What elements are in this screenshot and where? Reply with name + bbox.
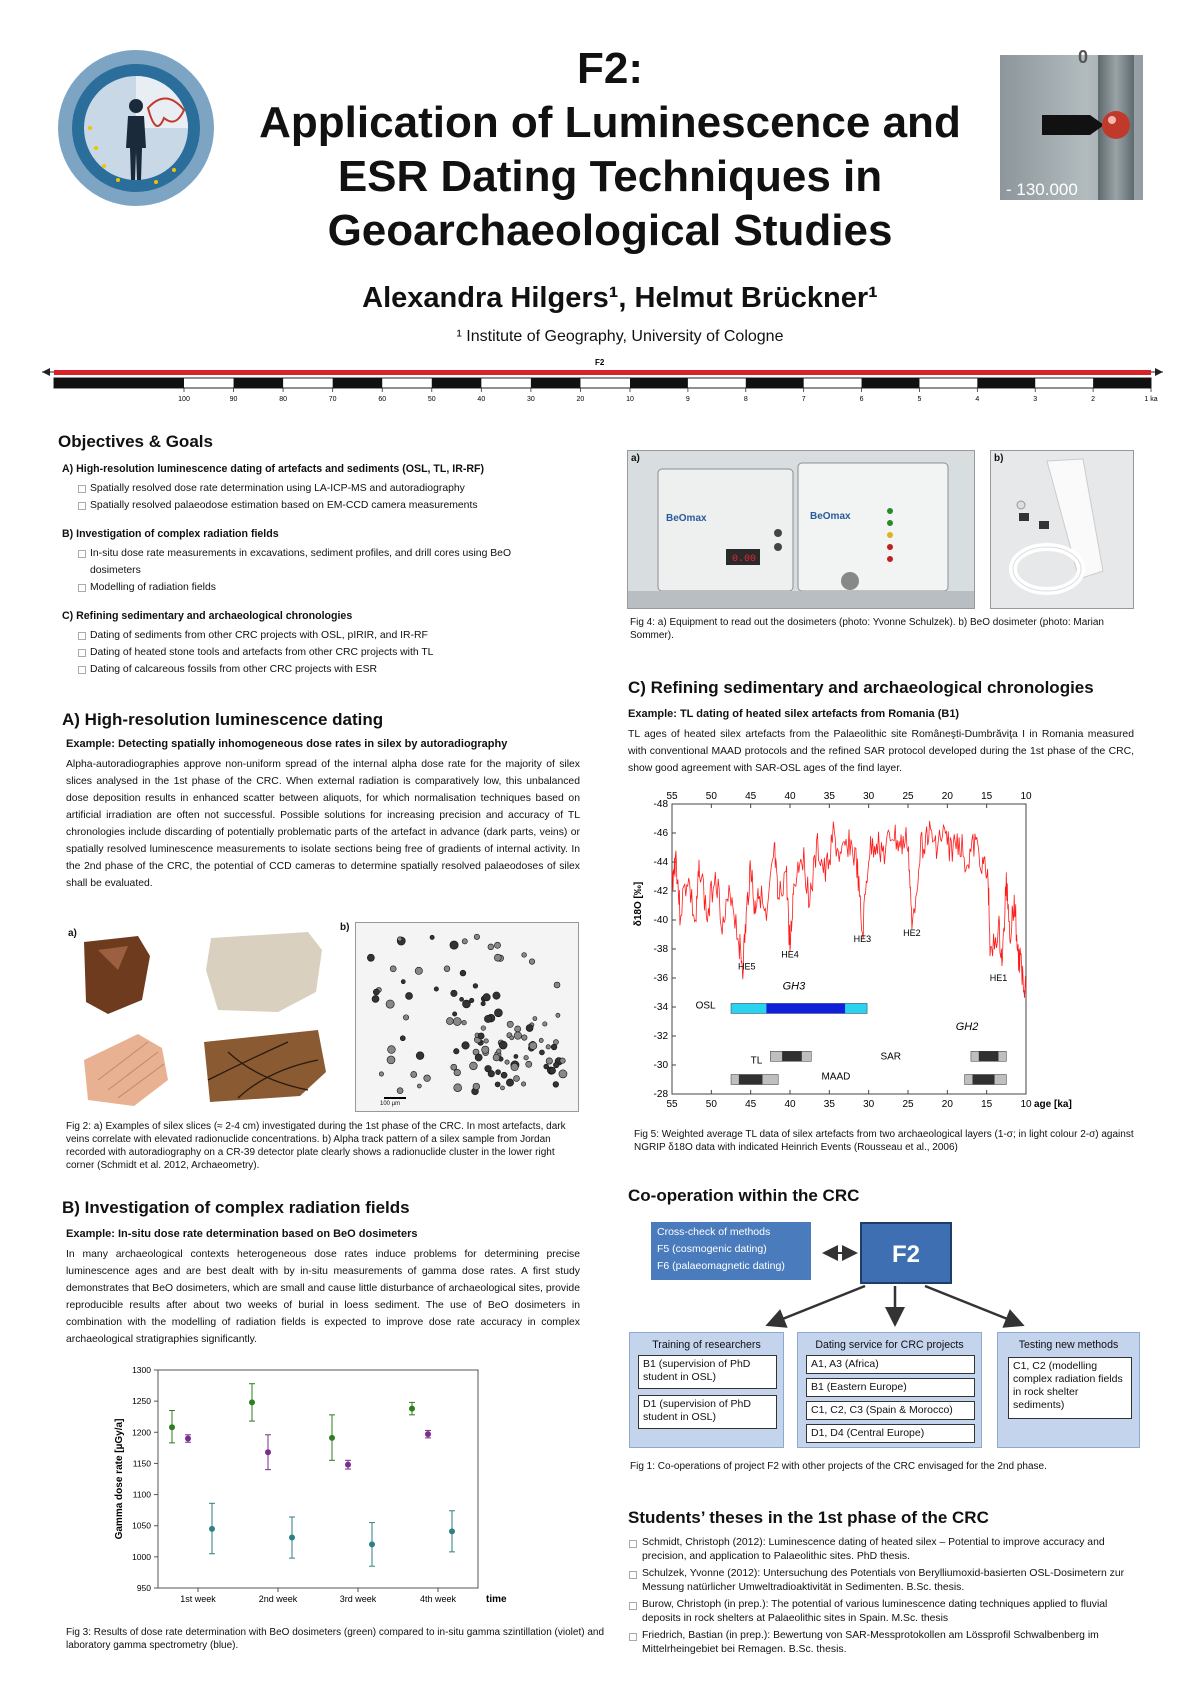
alpha-track	[452, 1012, 456, 1016]
timeline-segment	[1093, 378, 1151, 388]
alpha-track	[505, 1060, 509, 1064]
alpha-track	[488, 944, 494, 950]
alpha-track	[553, 1082, 559, 1088]
panel-title: Testing new methods	[1018, 1339, 1119, 1351]
objective-item: Dating of heated stone tools and artefacts from other CRC projects with TL	[62, 644, 582, 661]
fig4-caption: Fig 4: a) Equipment to read out the dosimeters (photo: Yvonne Schulzek). b) BeO dosimeter (photo: Marian Sommer).	[630, 617, 1104, 641]
timeline-graphic	[40, 356, 1165, 406]
objective-group-title: C) Refining sedimentary and archaeological chronologies	[62, 610, 353, 622]
alpha-track	[481, 1026, 486, 1031]
panel-entry: D1, D4 (Central Europe)	[806, 1424, 975, 1443]
timeline-tick-label: 4	[975, 396, 980, 403]
panel-title: Dating service for CRC projects	[815, 1339, 964, 1351]
alpha-track	[403, 1015, 408, 1020]
age-bar-inner	[782, 1051, 802, 1061]
dosimeter-reader-photo	[627, 450, 975, 609]
fig2-label-b: b)	[340, 922, 350, 933]
y-tick-label: 1250	[132, 1396, 151, 1407]
data-point	[289, 1535, 295, 1541]
x-tick-label-top: 55	[666, 791, 678, 802]
panel-entry: C1, C2, C3 (Spain & Morocco)	[806, 1401, 975, 1420]
data-point	[169, 1424, 175, 1430]
panel-entry: A1, A3 (Africa)	[806, 1355, 975, 1374]
y-tick-label: -48	[653, 799, 668, 810]
crosscheck-line: F6 (palaeomagnetic dating)	[657, 1260, 785, 1272]
timeline-tick-label: 7	[801, 396, 806, 403]
alpha-track	[522, 953, 527, 958]
device-brand-2: BeOmax	[810, 511, 851, 522]
x-tick-label-top: 35	[823, 791, 835, 802]
alpha-track	[367, 954, 374, 961]
alpha-track	[398, 937, 402, 941]
x-tick-label-top: 45	[745, 791, 757, 802]
age-bar-inner	[973, 1075, 995, 1085]
y-tick-label: -32	[653, 1031, 668, 1042]
alpha-track	[493, 992, 500, 999]
alpha-track	[475, 1054, 482, 1061]
authors: Alexandra Hilgers¹, Helmut Brückner¹	[362, 282, 878, 314]
alpha-track	[483, 994, 490, 1001]
f2-center-box: F2	[860, 1222, 952, 1284]
alpha-track	[454, 1069, 461, 1076]
data-point	[345, 1462, 351, 1468]
timeline-segment	[432, 378, 482, 388]
ngrip-chart-svg	[630, 786, 1145, 1120]
x-tick-label-top: 50	[705, 791, 717, 802]
x-tick-label-bottom: 15	[981, 1099, 993, 1110]
beo-dosimeter-photo	[990, 450, 1134, 609]
timeline-tick-label: 80	[279, 396, 288, 403]
alpha-track	[501, 1072, 507, 1078]
y-axis-label: δ18O [‰]	[633, 881, 644, 927]
data-point	[209, 1526, 215, 1532]
alpha-track	[430, 935, 434, 939]
alpha-track	[379, 1072, 383, 1076]
y-axis-label: Gamma dose rate [µGy/a]	[114, 1418, 125, 1540]
x-tick-label-bottom: 45	[745, 1099, 757, 1110]
time-badge	[1000, 47, 1143, 200]
alpha-track	[526, 1061, 532, 1067]
timeline-tick-label: 50	[427, 396, 436, 403]
panel-training	[629, 1332, 784, 1448]
x-tick-label-top: 15	[981, 791, 993, 802]
alpha-track	[462, 939, 467, 944]
y-tick-label: -40	[653, 915, 668, 926]
timeline-tick-label: 20	[576, 396, 585, 403]
alpha-track	[533, 1017, 537, 1021]
data-point	[425, 1431, 431, 1437]
timeline-segment	[746, 378, 804, 388]
data-point	[449, 1528, 455, 1534]
alpha-track	[494, 954, 501, 961]
thesis-item: Schmidt, Christoph (2012): Luminescence dating of heated silex – Potential to improve accuracy and precision, and application to Palaeolithic sites. PhD thesis.	[628, 1536, 1140, 1564]
panel-title: Training of researchers	[652, 1339, 761, 1351]
y-tick-label: -36	[653, 973, 668, 984]
x-tick-label: 2nd week	[258, 1594, 298, 1604]
heinrich-event-label: HE4	[781, 949, 799, 960]
timeline-tick-label: 100	[178, 396, 190, 403]
y-tick-label: -46	[653, 828, 668, 839]
alpha-track	[494, 942, 500, 948]
alpha-track	[546, 1058, 552, 1064]
cooperation-heading: Co-operation within the CRC	[628, 1186, 860, 1205]
badge-bottom-label: - 130.000	[1006, 180, 1078, 199]
fig2-label-a: a)	[68, 928, 77, 939]
alpha-track	[462, 1042, 469, 1049]
layer-label: GH3	[782, 980, 806, 993]
heinrich-event-label: HE3	[853, 933, 872, 944]
objective-item: Spatially resolved palaeodose estimation based on EM-CCD camera measurements	[62, 497, 582, 514]
alpha-track	[522, 1035, 528, 1041]
x-tick-label-bottom: 20	[941, 1099, 953, 1110]
alpha-track-pattern	[356, 923, 578, 1111]
alpha-track	[473, 1083, 480, 1090]
alpha-track	[460, 997, 464, 1001]
alpha-track	[495, 1082, 500, 1087]
heinrich-event-label: HE5	[737, 961, 756, 972]
panel-entry: C1, C2 (modelling complex radiation fields in rock shelter sediments)	[1008, 1357, 1132, 1419]
alpha-track	[515, 1026, 521, 1032]
timeline-tick-label: 10	[626, 396, 634, 403]
alpha-track	[473, 984, 478, 989]
alpha-track	[484, 1015, 491, 1022]
timeline-tick-label: 8	[743, 396, 748, 403]
timeline-tick-label: 70	[328, 396, 337, 403]
theses-list	[628, 1536, 1140, 1660]
y-tick-label: -30	[653, 1060, 668, 1071]
alpha-track	[451, 1064, 457, 1070]
y-tick-label: 1200	[132, 1427, 151, 1438]
alpha-track	[494, 1009, 502, 1017]
alpha-track	[499, 1041, 507, 1049]
y-tick-label: 1050	[132, 1520, 151, 1531]
timeline-tick-label: 1 ka	[1144, 396, 1158, 403]
alpha-track	[514, 1054, 518, 1058]
poster-title	[230, 42, 990, 258]
alpha-track	[514, 1076, 520, 1082]
section-a-heading: A) High-resolution luminescence dating	[62, 710, 384, 729]
x-tick-label-bottom: 40	[784, 1099, 796, 1110]
thesis-item: Friedrich, Bastian (in prep.): Bewertung von SAR-Messprotokollen am Lössprofil Schwalbenberg im Mittelrheingebiet bei Remagen. B.Sc. thesis.	[628, 1629, 1140, 1657]
data-point	[329, 1435, 335, 1441]
x-tick-label-top: 25	[902, 791, 914, 802]
alpha-track	[470, 1062, 478, 1070]
objective-item: Dating of calcareous fossils from other CRC projects with ESR	[62, 661, 582, 678]
section-b-example: Example: In-situ dose rate determination based on BeO dosimeters	[66, 1228, 418, 1240]
timeline-tick-label: 3	[1033, 396, 1038, 403]
fig4-label-a: a)	[631, 453, 640, 464]
data-point	[185, 1436, 191, 1442]
fig3-caption: Fig 3: Results of dose rate determination with BeO dosimeters (green) compared to in-situ gamma szintillation (violet) and laboratory gamma spectrometry (blue).	[66, 1627, 605, 1651]
alpha-track	[507, 1021, 513, 1027]
alpha-track	[556, 1013, 560, 1017]
timeline-segment	[630, 378, 688, 388]
alpha-track	[411, 1071, 417, 1077]
timeline-tick-label: 90	[229, 396, 238, 403]
scale-bar	[384, 1097, 406, 1099]
alpha-track	[506, 1079, 513, 1086]
panel-entry: D1 (supervision of PhD student in OSL)	[638, 1395, 777, 1429]
x-tick-label-bottom: 55	[666, 1099, 678, 1110]
timeline-tick-label: 40	[477, 396, 486, 403]
silex-slices-image	[78, 930, 328, 1110]
method-label: OSL	[695, 1000, 716, 1012]
autoradiography-image	[355, 922, 579, 1112]
timeline-segment	[531, 378, 581, 388]
alpha-track	[416, 1052, 424, 1060]
alpha-track	[514, 1032, 521, 1039]
y-tick-label: 950	[136, 1583, 151, 1593]
fig1-caption: Fig 1: Co-operations of project F2 with other projects of the CRC envisaged for the 2nd phase.	[630, 1461, 1047, 1472]
layer-label: GH2	[955, 1021, 979, 1034]
alpha-track	[500, 1086, 504, 1090]
alpha-track	[400, 1036, 405, 1041]
beo-dosimeter-image	[991, 451, 1133, 608]
alpha-track	[526, 1025, 533, 1032]
alpha-track	[544, 1064, 549, 1069]
alpha-track	[529, 959, 535, 965]
title-line: F2:	[577, 44, 643, 93]
method-label: TL	[750, 1055, 763, 1067]
scale-bar-label: 100 µm	[380, 1101, 401, 1107]
alpha-track	[546, 1045, 550, 1049]
x-tick-label-top: 10	[1020, 791, 1032, 802]
y-tick-label: -38	[653, 944, 668, 955]
x-tick-label: 1st week	[180, 1594, 216, 1604]
arrow-pointer-icon	[1040, 105, 1135, 145]
alpha-track	[559, 1070, 567, 1078]
theses-heading: Students’ theses in the 1st phase of the CRC	[628, 1508, 989, 1527]
timeline-segment	[977, 378, 1035, 388]
x-axis-label: age [ka]	[1034, 1099, 1072, 1110]
alpha-track	[488, 1070, 495, 1077]
crosscheck-line: F5 (cosmogenic dating)	[657, 1243, 767, 1255]
crosscheck-line: Cross-check of methods	[657, 1226, 771, 1238]
section-b-body: In many archaeological contexts heterogeneous dose rates induce problems for determining precise luminescence ages and are best dealt with by in-situ measurements of gamma dose rates. A first study demonstrates that BeO dosimeters, which are small and cause little disturbance of archaeological sites, provide reproducible results after about two weeks of burial in loess sediment. The use of BeO dosimeters in combination with the modelling of radiation fields is expected to improve dose rate accuracy in complex archaeological stratigraphies significantly.	[66, 1249, 580, 1345]
alpha-track	[549, 1067, 556, 1074]
age-bar-inner	[739, 1075, 763, 1085]
objective-group-title: A) High-resolution luminescence dating of artefacts and sediments (OSL, TL, IR-RF)	[62, 463, 485, 475]
x-tick-label-bottom: 30	[863, 1099, 875, 1110]
panel-entry: B1 (supervision of PhD student in OSL)	[638, 1355, 777, 1389]
data-point	[409, 1406, 415, 1412]
title-line: Geoarchaeological Studies	[327, 206, 893, 255]
x-axis-label: time	[486, 1594, 507, 1605]
alpha-track	[478, 1033, 484, 1039]
beomax-devices	[628, 451, 974, 608]
alpha-track	[493, 1054, 500, 1061]
panel-entry: B1 (Eastern Europe)	[806, 1378, 975, 1397]
alpha-track	[372, 995, 379, 1002]
alpha-track	[481, 1001, 485, 1005]
heinrich-event-label: HE2	[903, 927, 921, 938]
title-line: Application of Luminescence and	[259, 98, 961, 147]
objective-item: Modelling of radiation fields	[62, 579, 582, 596]
panel-testing	[997, 1332, 1140, 1448]
alpha-track	[554, 982, 560, 988]
x-tick-label-top: 20	[941, 791, 953, 802]
section-a-example: Example: Detecting spatially inhomogeneous dose rates in silex by autoradiography	[66, 738, 508, 750]
silex-photos	[78, 930, 328, 1110]
affiliation: ¹ Institute of Geography, University of Cologne	[456, 328, 784, 345]
y-tick-label: 1300	[132, 1365, 151, 1375]
timeline-segment	[333, 378, 383, 388]
x-tick-label-bottom: 25	[902, 1099, 914, 1110]
alpha-track	[390, 966, 396, 972]
section-b-heading: B) Investigation of complex radiation fields	[62, 1198, 410, 1217]
alpha-track	[454, 1048, 459, 1053]
alpha-track	[454, 1084, 462, 1092]
alpha-track	[406, 992, 413, 999]
alpha-track	[484, 1039, 488, 1043]
dose-rate-chart	[110, 1356, 550, 1621]
timeline-segment	[54, 378, 184, 388]
x-tick-label: 4th week	[419, 1594, 457, 1604]
fig4-label-b: b)	[994, 453, 1004, 464]
x-tick-label-bottom: 35	[823, 1099, 835, 1110]
y-tick-label: 1100	[132, 1489, 151, 1500]
alpha-track	[510, 1036, 514, 1040]
alpha-track	[539, 1038, 543, 1042]
heinrich-event-label: HE1	[989, 972, 1008, 983]
method-label: SAR	[880, 1051, 902, 1063]
alpha-track	[463, 1000, 471, 1008]
alpha-track	[496, 1070, 501, 1075]
crc-logo	[56, 48, 216, 208]
alpha-track	[553, 1062, 559, 1068]
device-brand-1: BeOmax	[666, 513, 707, 524]
alpha-track	[560, 1058, 565, 1063]
plot-frame	[672, 804, 1026, 1094]
fig5-caption: Fig 5: Weighted average TL data of silex artefacts from two archaeological layers (1-σ; in light colour 2-σ) against NGRIP δ18O data with indicated Heinrich Events (Rousseau et al., 2006)	[634, 1129, 1134, 1153]
timeline	[40, 356, 1165, 406]
method-label: MAAD	[821, 1071, 851, 1083]
alpha-track	[397, 1088, 403, 1094]
x-tick-label-top: 30	[863, 791, 875, 802]
timeline-tick-label: 60	[378, 396, 387, 403]
age-bar-inner	[979, 1051, 999, 1061]
alpha-track	[401, 980, 405, 984]
alpha-track	[529, 1042, 537, 1050]
ngrip-chart	[630, 786, 1145, 1120]
alpha-track	[388, 1046, 396, 1054]
y-tick-label: 1150	[132, 1458, 151, 1469]
timeline-tick-label: 30	[526, 396, 535, 403]
timeline-tick-label: 6	[859, 396, 864, 403]
alpha-track	[417, 1084, 421, 1088]
fig2-caption: Fig 2: a) Examples of silex slices (≈ 2-4 cm) investigated during the 1st phase of the CRC. In most artefacts, dark veins correlate with elevated radionuclide concentrations. b) Alpha track pattern of a silex sample from Jordan recorded with autoradiography on a CR-39 detector plate clearly shows a radionuclide cluster in the lower right corner (Schmidt et al. 2012, Archaeometry).	[66, 1121, 566, 1171]
crc-logo-graphic	[56, 48, 216, 208]
alpha-track	[446, 1018, 453, 1025]
alpha-track	[424, 1075, 431, 1082]
timeline-tick-label: 2	[1091, 396, 1096, 403]
objective-group-title: B) Investigation of complex radiation fields	[62, 528, 279, 540]
alpha-track	[386, 1000, 394, 1008]
objectives-heading: Objectives & Goals	[58, 432, 213, 451]
objective-item: In-situ dose rate measurements in excavations, sediment profiles, and drill cores using BeO dosimeters	[62, 545, 582, 579]
alpha-track	[482, 1046, 489, 1053]
panel-dating-service	[797, 1332, 982, 1448]
x-tick-label-top: 40	[784, 791, 796, 802]
alpha-track	[453, 1018, 461, 1026]
plot-frame	[158, 1370, 478, 1588]
alpha-track	[444, 966, 450, 972]
section-a-body: Alpha-autoradiographies approve non-uniform spread of the internal alpha dose rate for the majority of silex slices analysed in the 1st phase of the CRC. When external radiation is comparatively low, this unbalanced dose deposition results in enhanced scatter between aliquots, for which normalisation techniques based on artificial irradiation are often not successful. Possible solutions for increasing precision and accuracy of TL chronologies include discarding of potentially problematic parts of the artefact in advance (dark parts, veins) or spatially resolved luminescence measurements to isolate sections being free of gradients of internal activity. In the 2nd phase of the CRC, the potential of CCD cameras to determine spatially resolved palaeodoses of silex shall be evaluated.	[66, 759, 580, 889]
alpha-track	[524, 1055, 529, 1060]
svg-text:0.00: 0.00	[732, 554, 757, 565]
age-bar-inner	[766, 1003, 845, 1013]
data-point	[265, 1449, 271, 1455]
y-tick-label: 1000	[132, 1551, 151, 1562]
thesis-item: Schulzek, Yvonne (2012): Untersuchung des Potentials von Beryllium​oxid-basierten OSL-Dosimetern zur Messung natürlicher Umweltradioaktivität in Sedimenten. B.Sc. thesis.	[628, 1567, 1140, 1595]
data-point	[369, 1541, 375, 1547]
objective-item: Spatially resolved dose rate determination using LA-ICP-MS and autoradiography	[62, 480, 582, 497]
alpha-track	[497, 1049, 501, 1053]
alpha-track	[450, 941, 458, 949]
alpha-track	[543, 1022, 547, 1026]
alpha-track	[551, 1044, 557, 1050]
badge-top-label: 0	[1078, 47, 1089, 67]
x-tick-label: 3rd week	[339, 1594, 377, 1604]
data-point	[249, 1399, 255, 1405]
alpha-track	[451, 990, 457, 996]
section-c-heading: C) Refining sedimentary and archaeological chronologies	[628, 678, 1094, 697]
timeline-segment	[862, 378, 920, 388]
x-tick-label-bottom: 10	[1020, 1099, 1032, 1110]
timeline-label: F2	[595, 358, 605, 367]
objectives-list	[62, 452, 582, 678]
alpha-track	[415, 967, 422, 974]
alpha-track	[387, 1056, 395, 1064]
timeline-tick-label: 5	[917, 396, 922, 403]
dose-rate-chart-svg	[110, 1356, 550, 1621]
thesis-item: Burow, Christoph (in prep.): The potential of various luminescence dating techniques applied to fluvial deposits in rock shelters at Palaeolithic sites in Spain. M.Sc. thesis	[628, 1598, 1140, 1626]
section-c-body: TL ages of heated silex artefacts from the Palaeolithic site Româneşti-Dumbrăviţa I in Romania measured with conventional MAAD protocols and the refined SAR protocol developed during the 1st phase of the CRC, show good agreement with SAR-OSL ages of the find layer.	[628, 729, 1134, 774]
y-tick-label: -44	[653, 857, 668, 868]
alpha-track	[460, 970, 466, 976]
y-tick-label: -34	[653, 1002, 668, 1013]
y-tick-label: -28	[653, 1089, 668, 1100]
alpha-track	[511, 1063, 518, 1070]
timeline-segment	[234, 378, 284, 388]
alpha-track	[521, 1082, 525, 1086]
ngrip-curve	[672, 821, 1026, 998]
title-line: ESR Dating Techniques in	[337, 152, 883, 201]
x-tick-label-bottom: 50	[705, 1099, 717, 1110]
alpha-track	[462, 1020, 467, 1025]
alpha-track	[373, 989, 379, 995]
timeline-tick-label: 9	[685, 396, 690, 403]
alpha-track	[539, 1050, 544, 1055]
alpha-track	[474, 934, 479, 939]
y-tick-label: -42	[653, 886, 668, 897]
alpha-track	[434, 987, 438, 991]
section-c-example: Example: TL dating of heated silex artefacts from Romania (B1)	[628, 708, 960, 720]
objective-item: Dating of sediments from other CRC projects with OSL, pIRIR, and IR-RF	[62, 627, 582, 644]
